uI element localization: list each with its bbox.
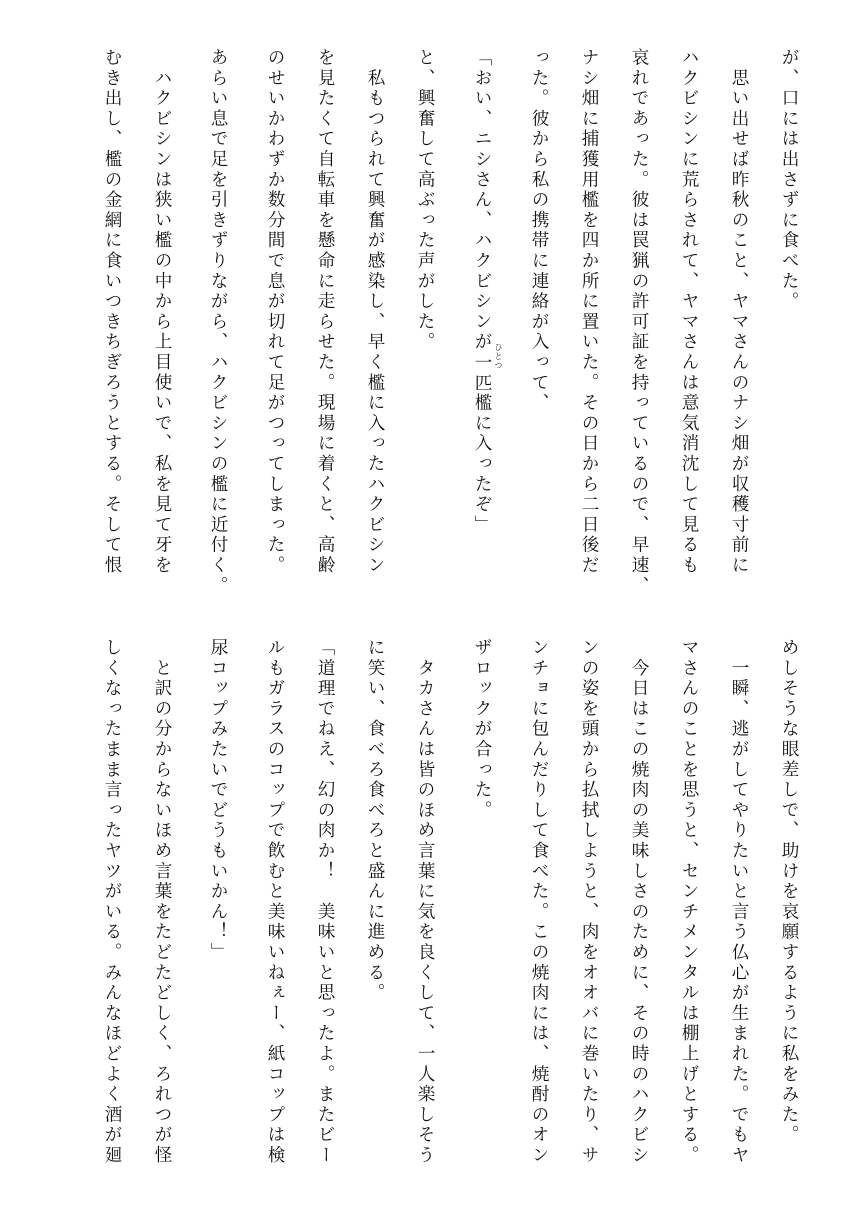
text-column: ザロックが合った。 bbox=[472, 638, 492, 821]
upper-text-block bbox=[0, 48, 861, 597]
text-column: ナシ畑に捕獲用檻を四か所に置いた。その日から二日後だ bbox=[579, 48, 599, 576]
text-column: を見たくて自転車を懸命に走らせた。現場に着くと、高齢 bbox=[315, 48, 335, 576]
text-column: ハクビシンは狭い檻の中から上目使いで、私を見て牙を bbox=[152, 48, 172, 576]
ruby-base bbox=[472, 342, 503, 394]
ruby-after: 檻に入ったぞ」 bbox=[472, 393, 492, 536]
text-column: しくなったまま言ったヤツがいる。みんなほどよく酒が廻 bbox=[102, 638, 122, 1166]
text-column: 哀れであった。彼は罠猟の許可証を持っているので、早速、 bbox=[629, 48, 649, 597]
text-column: った。彼から私の携帯に連絡が入って、 bbox=[529, 48, 549, 414]
text-column: 尿コップみたいでどうもいかん！」 bbox=[208, 638, 228, 963]
text-column: マさんのことを思うと、センチメンタルは棚上げとする。 bbox=[679, 638, 699, 1166]
text-column: ンチョに包んだりして食べた。この焼肉には、焼酎のオン bbox=[529, 638, 549, 1166]
text-column: 思い出せば昨秋のこと、ヤマさんのナシ畑が収穫寸前に bbox=[729, 48, 749, 576]
text-column: と訳の分からないほめ言葉をたどたどしく、ろれつが怪 bbox=[152, 638, 172, 1166]
text-column: ハクビシンに荒らされて、ヤマさんは意気消沈して見るも bbox=[679, 48, 699, 576]
lower-text-block bbox=[0, 638, 861, 1178]
text-column: が、口には出さずに食べた。 bbox=[779, 48, 799, 312]
text-column: タカさんは皆のほめ言葉に気を良くして、一人楽しそう bbox=[415, 638, 435, 1166]
text-column: 「道理でねえ、幻の肉か！ 美味いと思ったよ。またビー bbox=[315, 638, 335, 1166]
text-column: 今日はこの焼肉の美味しさのために、その時のハクビシ bbox=[629, 638, 649, 1166]
text-column: ルもガラスのコップで飲むと美味いねぇー、紙コップは検 bbox=[265, 638, 285, 1166]
text-column: むき出し、檻の金網に食いつきちぎろうとする。そして恨 bbox=[102, 48, 122, 576]
text-column: のせいかわずか数分間で息が切れて足がつってしまった。 bbox=[265, 48, 285, 576]
ruby-before: 「おい、ニシさん、ハクビシンが bbox=[472, 48, 492, 353]
text-column: と、興奮して高ぶった声がした。 bbox=[415, 48, 435, 353]
text-column: ンの姿を頭から払拭しようと、肉をオオバに巻いたり、サ bbox=[579, 638, 599, 1166]
text-column-with-ruby bbox=[465, 48, 503, 588]
text-column: 私もつられて興奮が感染し、早く檻に入ったハクビシン bbox=[365, 48, 385, 576]
text-column: に笑い、食べろ食べろと盛んに進める。 bbox=[365, 638, 385, 1004]
ruby-reading: ひとつ bbox=[494, 342, 503, 370]
text-column: めしそうな眼差しで、助けを哀願するように私をみた。 bbox=[779, 638, 799, 1146]
text-column: 一瞬、逃がしてやりたいと言う仏心が生まれた。でもヤ bbox=[729, 638, 749, 1166]
ruby-base-text: 一匹 bbox=[472, 352, 492, 394]
text-column: あらい息で足を引きずりながら、ハクビシンの檻に近付く。 bbox=[208, 48, 228, 597]
